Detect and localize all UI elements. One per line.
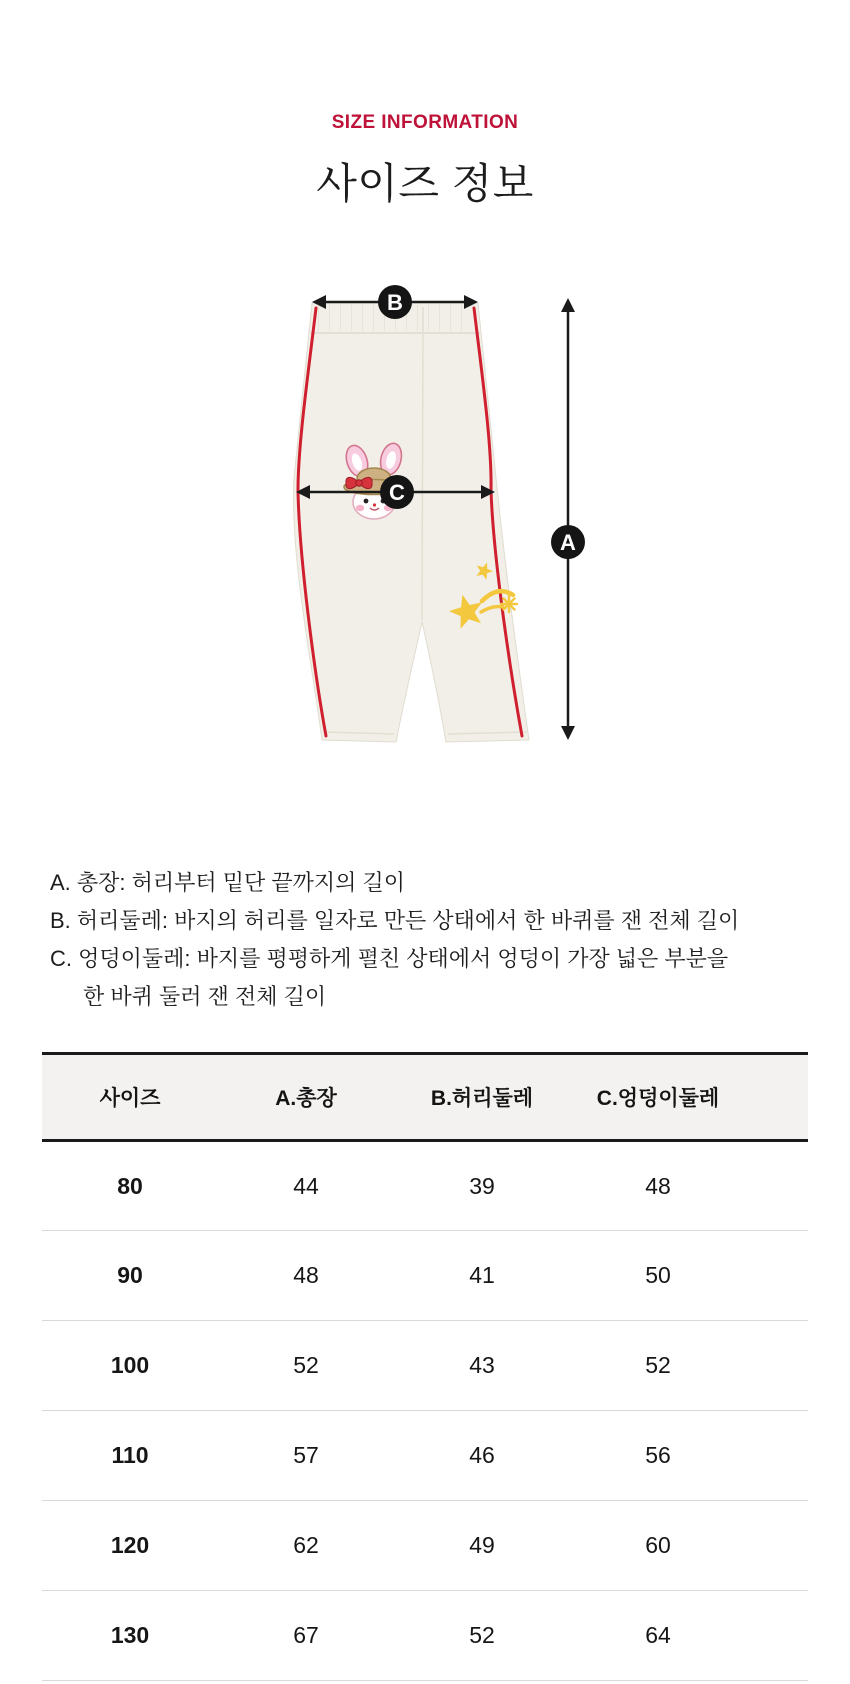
column-header-length: A.총장 bbox=[218, 1054, 394, 1141]
measurement-cell: 52 bbox=[394, 1591, 570, 1681]
measurement-cell: 41 bbox=[394, 1231, 570, 1321]
column-header-hip: C.엉덩이둘레 bbox=[570, 1054, 746, 1141]
marker-c-label: C bbox=[389, 480, 405, 505]
size-table-row bbox=[42, 1321, 808, 1411]
column-header-waist: B.허리둘레 bbox=[394, 1054, 570, 1141]
pants-diagram-svg bbox=[260, 255, 600, 775]
measurement-cell: 62 bbox=[218, 1501, 394, 1591]
legend-item-c: C. 엉덩이둘레: 바지를 평평하게 펼친 상태에서 엉덩이 가장 넓은 부분을 bbox=[50, 946, 729, 971]
column-header-filler bbox=[746, 1054, 808, 1141]
pants-measurement-diagram bbox=[260, 255, 600, 775]
filler-cell bbox=[746, 1591, 808, 1681]
size-table-header bbox=[42, 1054, 808, 1141]
legend-item-c-continued: 한 바퀴 둘러 잰 전체 길이 bbox=[83, 984, 327, 1009]
page-title: 사이즈 정보 bbox=[316, 160, 534, 207]
size-table-row bbox=[42, 1231, 808, 1321]
measurement-cell: 60 bbox=[570, 1501, 746, 1591]
size-cell: 110 bbox=[42, 1411, 218, 1501]
filler-cell bbox=[746, 1141, 808, 1231]
measurement-cell: 52 bbox=[570, 1321, 746, 1411]
measurement-cell: 67 bbox=[218, 1591, 394, 1681]
size-cell: 90 bbox=[42, 1231, 218, 1321]
filler-cell bbox=[746, 1411, 808, 1501]
size-table bbox=[42, 1052, 808, 1681]
measurement-cell: 57 bbox=[218, 1411, 394, 1501]
sparkle bbox=[501, 596, 517, 612]
size-table-row bbox=[42, 1591, 808, 1681]
measurement-cell: 64 bbox=[570, 1591, 746, 1681]
measurement-cell: 44 bbox=[218, 1141, 394, 1231]
marker-a-label: A bbox=[560, 530, 576, 555]
size-table-body bbox=[42, 1141, 808, 1681]
size-table-row bbox=[42, 1501, 808, 1591]
measurement-cell: 56 bbox=[570, 1411, 746, 1501]
measurement-cell: 48 bbox=[570, 1141, 746, 1231]
measurement-cell: 49 bbox=[394, 1501, 570, 1591]
legend-item-b: B. 허리둘레: 바지의 허리를 일자로 만든 상태에서 한 바퀴를 잰 전체 길이 bbox=[50, 908, 740, 933]
marker-c-badge bbox=[380, 475, 414, 509]
size-cell: 80 bbox=[42, 1141, 218, 1231]
size-table-row bbox=[42, 1411, 808, 1501]
column-header-size: 사이즈 bbox=[42, 1054, 218, 1141]
size-table-row bbox=[42, 1141, 808, 1231]
size-cell: 100 bbox=[42, 1321, 218, 1411]
filler-cell bbox=[746, 1231, 808, 1321]
marker-b-label: B bbox=[387, 290, 403, 315]
measurement-cell: 50 bbox=[570, 1231, 746, 1321]
size-cell: 130 bbox=[42, 1591, 218, 1681]
marker-b-badge bbox=[378, 285, 412, 319]
measurement-legend bbox=[50, 864, 739, 1016]
measurement-cell: 48 bbox=[218, 1231, 394, 1321]
measurement-cell: 52 bbox=[218, 1321, 394, 1411]
marker-a-badge bbox=[551, 525, 585, 559]
filler-cell bbox=[746, 1501, 808, 1591]
legend-item-a: A. 총장: 허리부터 밑단 끝까지의 길이 bbox=[50, 870, 405, 895]
measurement-cell: 46 bbox=[394, 1411, 570, 1501]
filler-cell bbox=[746, 1321, 808, 1411]
size-cell: 120 bbox=[42, 1501, 218, 1591]
measurement-cell: 43 bbox=[394, 1321, 570, 1411]
measurement-cell: 39 bbox=[394, 1141, 570, 1231]
section-eyebrow: SIZE INFORMATION bbox=[331, 112, 519, 133]
